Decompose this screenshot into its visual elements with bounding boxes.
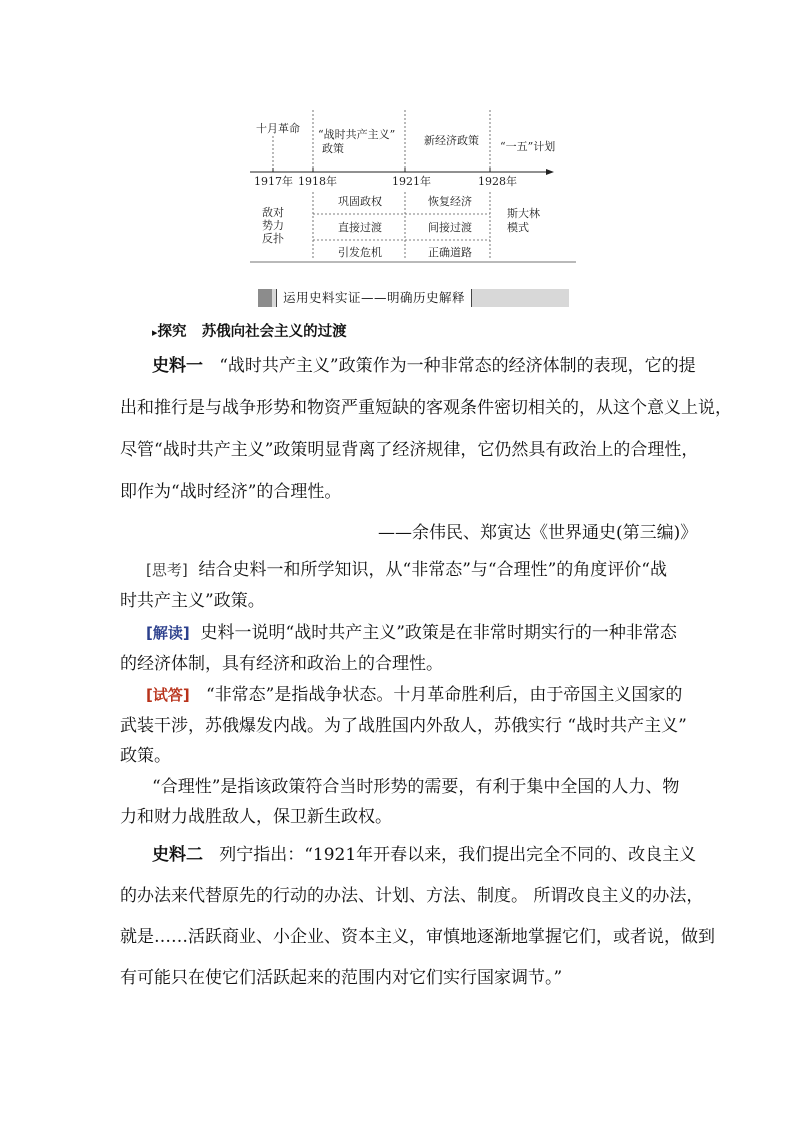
- source2-line-2: 的办法来代替原先的行动的办法、计划、方法、制度。 所谓改良主义的办法，: [120, 886, 704, 906]
- interpret-line-1: [146, 618, 677, 643]
- source2-label: 史料二: [152, 845, 203, 865]
- source2-line-3: 就是……活跃商业、小企业、资本主义，审慎地逐渐地掌握它们，或者说，做到: [120, 927, 715, 947]
- answer-line-1: [146, 680, 682, 705]
- grid-trigger-crisis: 引发危机: [338, 246, 382, 259]
- inquiry-heading: [152, 320, 347, 341]
- grid-correct-path: 正确道路: [428, 246, 472, 259]
- source2-line-4: 有可能只在使它们活跃起来的范围内对它们实行国家调节。”: [120, 968, 563, 988]
- source1-label: 史料一: [152, 356, 203, 376]
- period-war-communism: “战时共产主义”: [318, 128, 396, 141]
- think-label: [思考]: [146, 561, 188, 579]
- period-nep: 新经济政策: [424, 134, 479, 147]
- think-line-2: 时共产主义”政策。: [120, 591, 265, 611]
- source1-text-1: “战时共产主义”政策作为一种非常态的经济体制的表现，它的提: [219, 356, 696, 376]
- soviet-timeline-diagram: [248, 110, 578, 270]
- section-header-title: 运用史料实证——明确历史解释: [276, 289, 472, 307]
- inquiry-title: 苏俄向社会主义的过渡: [201, 324, 347, 340]
- triangle-bullet-icon: ▸: [152, 326, 158, 339]
- inquiry-label: 探究: [157, 324, 187, 340]
- grid-indirect-transition: 间接过渡: [428, 221, 472, 234]
- period-first-five-year-plan: “一五”计划: [500, 140, 556, 153]
- section-header: [258, 289, 569, 307]
- answer-line-3: 政策。: [120, 746, 171, 766]
- interpret-label: [解读]: [146, 624, 190, 642]
- year-1928: 1928年: [478, 175, 517, 188]
- grid-direct-transition: 直接过渡: [338, 221, 382, 234]
- think-text-1: 结合史料一和所学知识，从“非常态”与“合理性”的角度评价“战: [198, 560, 667, 580]
- interpret-line-2: 的经济体制，具有经济和政治上的合理性。: [120, 654, 443, 674]
- year-1921: 1921年: [392, 175, 431, 188]
- period-october-revolution: 十月革命: [256, 122, 300, 135]
- source1-line-3: 尽管“战时共产主义”政策明显背离了经济规律，它仍然具有政治上的合理性，: [120, 440, 699, 460]
- side-label-right-1: 斯大林: [507, 207, 540, 220]
- side-label-left-1: 敌对: [262, 206, 284, 219]
- source1-citation: ——余伟民、郑寅达《世界通史(第三编)》: [378, 523, 698, 543]
- period-war-communism-policy: 政策: [322, 142, 344, 155]
- think-line-1: [146, 555, 667, 580]
- source1-line-2: 出和推行是与战争形势和物资严重短缺的客观条件密切相关的，从这个意义上说，: [120, 398, 732, 418]
- source2-text-1: 列宁指出：“1921年开春以来，我们提出完全不同的、改良主义: [219, 845, 697, 865]
- answer-line-2: 武装干涉，苏俄爆发内战。为了战胜国内外敌人，苏俄实行 “战时共产主义”: [120, 716, 687, 736]
- grid-consolidate-power: 巩固政权: [338, 195, 382, 208]
- source1-line-1: [152, 351, 696, 376]
- grid-restore-economy: 恢复经济: [428, 195, 472, 208]
- interpret-text-1: 史料一说明“战时共产主义”政策是在非常时期实行的一种非常态: [200, 623, 677, 643]
- side-label-left-2: 势力: [262, 219, 284, 232]
- year-1918: 1918年: [298, 175, 337, 188]
- answer-text-1: “非常态”是指战争状态。十月革命胜利后，由于帝国主义国家的: [205, 685, 683, 705]
- side-label-right-2: 模式: [507, 221, 529, 234]
- source1-line-4: 即作为“战时经济”的合理性。: [120, 482, 342, 502]
- answer-label: [试答]: [146, 686, 190, 704]
- year-1917: 1917年: [254, 175, 293, 188]
- source2-line-1: [152, 840, 696, 865]
- side-label-left-3: 反扑: [262, 232, 284, 245]
- timeline-arrow-icon: [546, 169, 554, 175]
- section-header-marker: [258, 289, 272, 307]
- answer-line-5: 力和财力战胜敌人，保卫新生政权。: [120, 807, 392, 827]
- timeline-ticks: [273, 168, 490, 172]
- answer-line-4: “合理性”是指该政策符合当时形势的需要，有利于集中全国的人力、物: [152, 777, 680, 797]
